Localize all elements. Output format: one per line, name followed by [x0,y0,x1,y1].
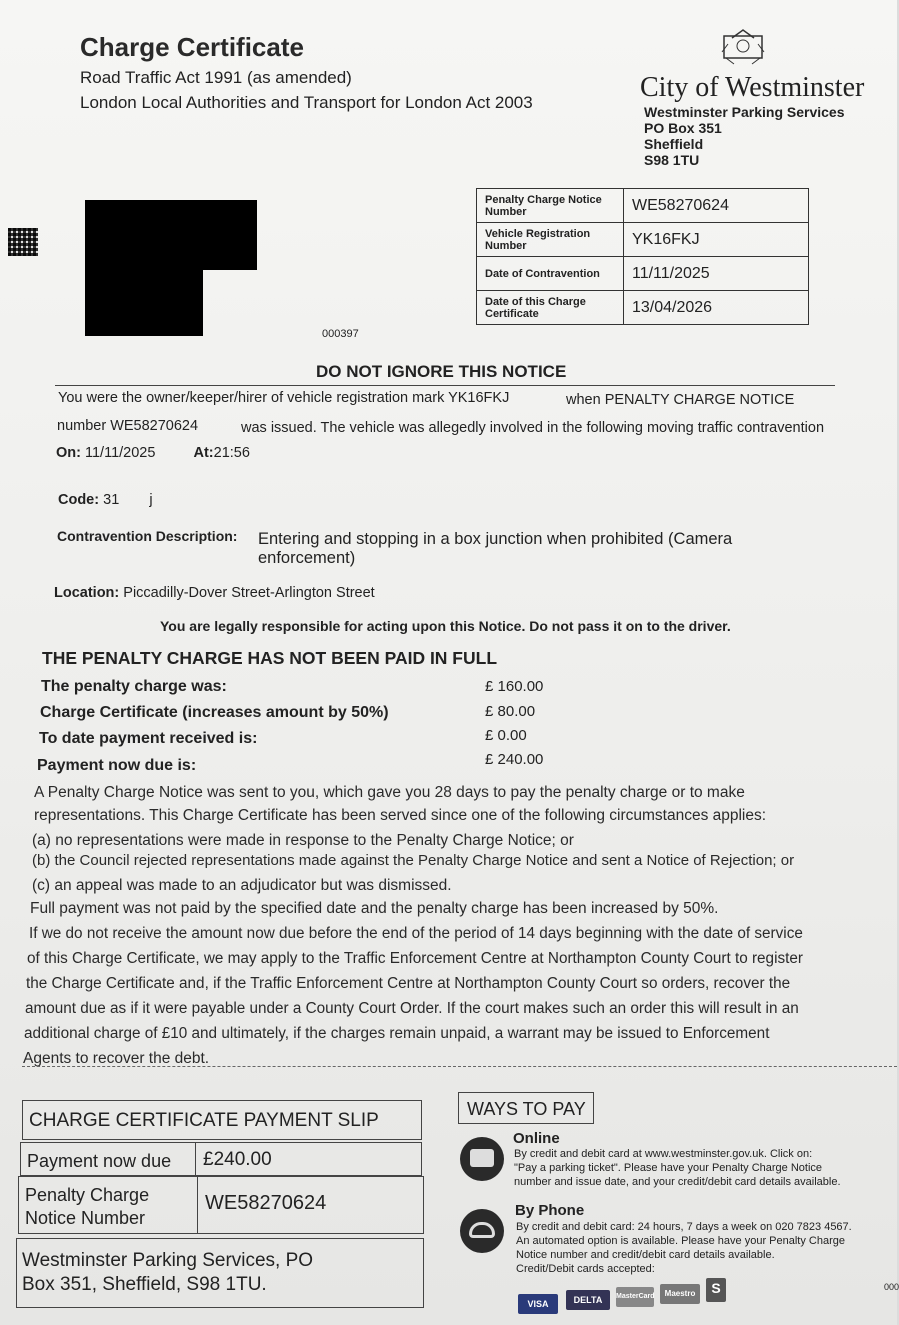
location-value: Piccadilly-Dover Street-Arlington Street [123,585,375,601]
body-line: A Penalty Charge Notice was sent to you, which gave you 28 days to pay the penalty charge or to make [34,784,745,801]
online-line-3: number and issue date, and your credit/debit card details available. [514,1176,841,1188]
table-label: Date of this Charge Certificate [477,291,624,325]
responsibility-note: You are legally responsible for acting upon this Notice. Do not pass it on to the driver. [160,618,731,634]
body-line: (b) the Council rejected representations made against the Penalty Charge Notice and sent a Notice of Rejection; or [32,852,795,869]
westminster-crest-icon [718,26,768,66]
charge-row-amount: £ 160.00 [485,678,544,695]
at-value: 21:56 [213,445,250,461]
table-row [477,291,809,325]
owner-statement: You were the owner/keeper/hirer of vehicle registration mark YK16FKJ [58,390,510,406]
phone-line-4: Credit/Debit cards accepted: [516,1263,655,1275]
description-label: Contravention Description: [57,528,238,544]
pcn-label-line-2: Notice Number [25,1208,146,1228]
online-title: Online [513,1130,560,1147]
body-line: amount due as if it were payable under a County Court Order. If the court makes such an order this will result in an [25,1000,799,1017]
council-address [644,104,845,168]
divider [197,1177,198,1233]
phone-instructions [516,1220,852,1276]
table-value: WE58270624 [624,189,809,223]
contravention-code [58,492,153,508]
table-value: YK16FKJ [624,223,809,257]
contravention-datetime [56,445,250,461]
table-label: Vehicle Registration Number [477,223,624,257]
phone-icon [460,1209,504,1253]
pcn-number-value: WE58270624 [205,1192,327,1214]
charge-row-amount: £ 240.00 [485,751,544,768]
address-line-3: S98 1TU [644,152,700,168]
payment-slip-title: CHARGE CERTIFICATE PAYMENT SLIP [29,1110,379,1131]
code-value: 31 [103,492,120,508]
location [54,585,375,601]
slip-address-line-1: Westminster Parking Services, PO [22,1250,314,1271]
address-line-1: PO Box 351 [644,120,722,136]
on-label: On: [56,445,81,461]
payment-due-box [20,1142,422,1176]
table-label: Penalty Charge Notice Number [477,189,624,223]
reference-number: 000397 [322,328,359,340]
table-row [477,257,809,291]
body-line: (c) an appeal was made to an adjudicator but was dismissed. [32,877,452,894]
department-name: Westminster Parking Services [644,104,845,120]
address-line-2: Sheffield [644,136,704,152]
code-label: Code: [58,492,100,508]
ways-to-pay-box [458,1092,594,1124]
charges-heading: THE PENALTY CHARGE HAS NOT BEEN PAID IN FULL [42,648,498,668]
pcn-number-line: number WE58270624 [57,418,199,434]
visa-card-icon: VISA [518,1294,558,1314]
online-instructions [514,1147,841,1189]
slip-address [22,1249,313,1297]
at-label: At: [193,445,214,461]
body-line: Full payment was not paid by the specified date and the penalty charge has been increased by 50%. [30,900,719,917]
payment-due-label: Payment now due [27,1151,172,1171]
slip-address-box [16,1238,424,1308]
charge-row-amount: £ 0.00 [485,727,527,744]
description-line-2: enforcement) [258,549,356,567]
online-line-1: By credit and debit card at www.westminster.gov.uk. Click on: [514,1148,813,1160]
delta-card-icon: DELTA [566,1290,610,1310]
body-line: Agents to recover the debt. [23,1050,210,1067]
code-suffix: j [149,492,153,508]
body-line: the Charge Certificate and, if the Traffic Enforcement Centre at Northampton County Court so orders, recover the [26,975,791,992]
barcode-icon [8,228,38,256]
charge-row-label: To date payment received is: [39,730,258,747]
divider [195,1143,196,1175]
slip-address-line-2: Box 351, Sheffield, S98 1TU. [22,1274,267,1295]
pcn-number-box [18,1176,424,1234]
on-value: 11/11/2025 [85,445,156,461]
location-label: Location: [54,585,120,601]
payment-slip-title-box [22,1100,422,1140]
document-title: Charge Certificate [80,32,304,62]
council-name: City of Westminster [640,72,865,103]
payment-due-value: £240.00 [203,1149,272,1170]
maestro-card-icon: Maestro [660,1284,700,1304]
table-row [477,189,809,223]
description-line-1: Entering and stopping in a box junction when prohibited (Camera [258,530,733,548]
solo-card-icon: S [706,1278,726,1302]
table-value: 11/11/2025 [624,257,809,291]
tear-off-line [22,1066,897,1067]
online-line-2: "Pay a parking ticket". Please have your Penalty Charge Notice [514,1162,823,1174]
description-value [258,530,732,568]
divider [55,385,835,386]
pcn-label-line-1: Penalty Charge [25,1185,150,1205]
mastercard-icon: MasterCard [616,1287,654,1307]
phone-line-1: By credit and debit card: 24 hours, 7 days a week on 020 7823 4567. [516,1221,852,1233]
phone-title: By Phone [515,1202,585,1219]
notice-heading: DO NOT IGNORE THIS NOTICE [316,362,567,381]
table-label: Date of Contravention [477,257,624,291]
body-line: of this Charge Certificate, we may apply to the Traffic Enforcement Centre at Northampton County Court to register [27,950,803,967]
charge-row-label: Charge Certificate (increases amount by 50%) [40,704,389,721]
act-line-1: Road Traffic Act 1991 (as amended) [80,68,352,87]
owner-statement-cont: when PENALTY CHARGE NOTICE [566,392,795,408]
body-line: If we do not receive the amount now due before the end of the period of 14 days beginning with the date of service [29,925,803,942]
contravention-intro: was issued. The vehicle was allegedly involved in the following moving traffic contravention [241,420,825,436]
edge-reference: 000 [884,1282,899,1292]
body-line: (a) no representations were made in response to the Penalty Charge Notice; or [32,832,574,849]
charge-row-label: Payment now due is: [37,757,197,774]
act-line-2: London Local Authorities and Transport for London Act 2003 [80,93,533,112]
body-line: representations. This Charge Certificate has been served since one of the following circumstances applies: [34,807,767,824]
table-row [477,223,809,257]
phone-line-2: An automated option is available. Please have your Penalty Charge [516,1235,845,1247]
charge-row-amount: £ 80.00 [485,703,536,720]
table-value: 13/04/2026 [624,291,809,325]
charge-row-label: The penalty charge was: [41,678,227,695]
redacted-address-block-2 [85,268,203,336]
phone-line-3: Notice number and credit/debit card details available. [516,1249,775,1261]
redacted-address-block [85,200,257,270]
body-line: additional charge of £10 and ultimately, if the charges remain unpaid, a warrant may be issued to Enforcement [24,1025,770,1042]
notice-details-table [476,188,809,325]
pcn-number-label [25,1184,149,1230]
ways-to-pay-title: WAYS TO PAY [467,1099,586,1119]
online-computer-icon [460,1137,504,1181]
